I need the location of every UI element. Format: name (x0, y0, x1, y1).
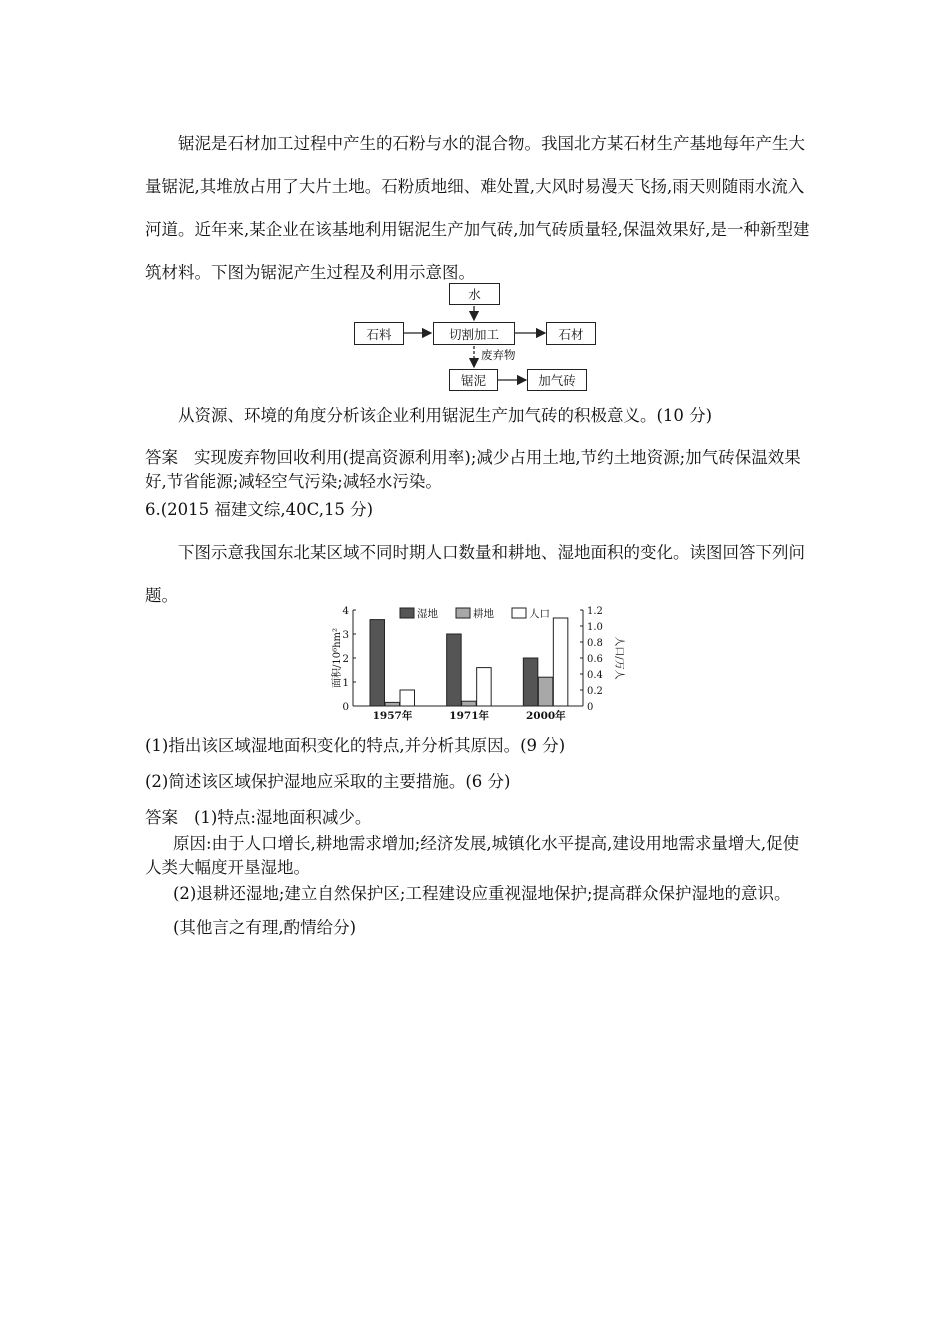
y2-tick-label: 0.6 (587, 654, 603, 665)
answer-2-note: (其他言之有理,酌情给分) (173, 918, 357, 937)
bar-人口-2000年 (553, 618, 568, 706)
bar-耕地-1957年 (385, 702, 400, 706)
y-tick-label: 3 (342, 629, 349, 641)
bar-耕地-2000年 (538, 677, 553, 706)
bar-耕地-1971年 (462, 701, 477, 706)
y2-tick-label: 0.8 (587, 638, 603, 649)
answer-2-reason: 原因:由于人口增长,耕地需求增加;经济发展,城镇化水平提高,建设用地需求量增大,促使人类大幅度开垦湿地。 (145, 834, 800, 877)
passage-intro: 锯泥是石材加工过程中产生的石粉与水的混合物。我国北方某石材生产基地每年产生大量锯泥,其堆放占用了大片土地。石粉质地细、难处置,大风时易漫天飞扬,雨天则随雨水流入河道。近年来,某企业在该基地利用锯泥生产加气砖,加气砖质量轻,保温效果好,是一种新型建筑材料。下图为锯泥产生过程及利用示意图。 (145, 134, 810, 282)
legend-label: 人口 (529, 608, 550, 620)
bar-人口-1971年 (477, 668, 492, 706)
answer-2 (145, 806, 810, 830)
y2-tick-label: 0 (587, 702, 594, 713)
box-brick: 加气砖 (527, 369, 587, 391)
y-tick-label: 2 (342, 653, 349, 665)
legend-swatch (512, 608, 526, 618)
sub-question-1: (1)指出该区域湿地面积变化的特点,并分析其原因。(9 分) (145, 736, 566, 755)
answer-label: 答案 (145, 808, 178, 827)
answer-1-text: 实现废弃物回收利用(提高资源利用率);减少占用土地,节约土地资源;加气砖保温效果好,节省能源;减轻空气污染;减轻水污染。 (145, 448, 801, 491)
answer-2-line1: (1)特点:湿地面积减少。 (194, 808, 372, 827)
box-water: 水 (449, 283, 500, 305)
bar-湿地-1957年 (370, 620, 385, 706)
answer-1 (145, 446, 810, 494)
question-6-intro: 下图示意我国东北某区域不同时期人口数量和耕地、湿地面积的变化。读图回答下列问题。 (145, 543, 805, 605)
bar-湿地-1971年 (447, 634, 462, 706)
x-tick-label: 1971年 (449, 710, 490, 722)
y-tick-label: 0 (342, 701, 349, 713)
x-tick-label: 2000年 (525, 710, 566, 722)
question-6-heading: 6.(2015 福建文综,40C,15 分) (145, 500, 374, 519)
box-stone: 石料 (354, 322, 404, 345)
question-1: 从资源、环境的角度分析该企业利用锯泥生产加气砖的积极意义。(10 分) (178, 406, 713, 425)
legend-swatch (400, 608, 414, 618)
box-sludge: 锯泥 (449, 369, 498, 391)
y2-tick-label: 1.2 (587, 606, 603, 617)
answer-2-measures: (2)退耕还湿地;建立自然保护区;工程建设应重视湿地保护;提高群众保护湿地的意识。 (173, 884, 791, 903)
y-axis-label: 面积/10⁶hm² (332, 627, 343, 689)
box-product: 石材 (546, 322, 596, 345)
legend-label: 耕地 (473, 608, 494, 620)
answer-label: 答案 (145, 448, 178, 467)
waste-label: 废弃物 (481, 348, 516, 362)
y2-axis-label: 人口/万人 (613, 636, 624, 680)
y-tick-label: 4 (342, 605, 349, 617)
legend-swatch (456, 608, 470, 618)
x-tick-label: 1957年 (372, 710, 413, 722)
bar-chart (330, 604, 630, 722)
sub-question-2: (2)简述该区域保护湿地应采取的主要措施。(6 分) (145, 772, 511, 791)
legend-label: 湿地 (417, 608, 438, 620)
y2-tick-label: 0.4 (587, 670, 603, 681)
bar-湿地-2000年 (523, 658, 538, 706)
box-cutting: 切割加工 (433, 322, 515, 345)
y2-tick-label: 1.0 (587, 622, 603, 633)
y2-tick-label: 0.2 (587, 686, 603, 697)
y-tick-label: 1 (342, 677, 349, 689)
bar-人口-1957年 (400, 690, 415, 706)
